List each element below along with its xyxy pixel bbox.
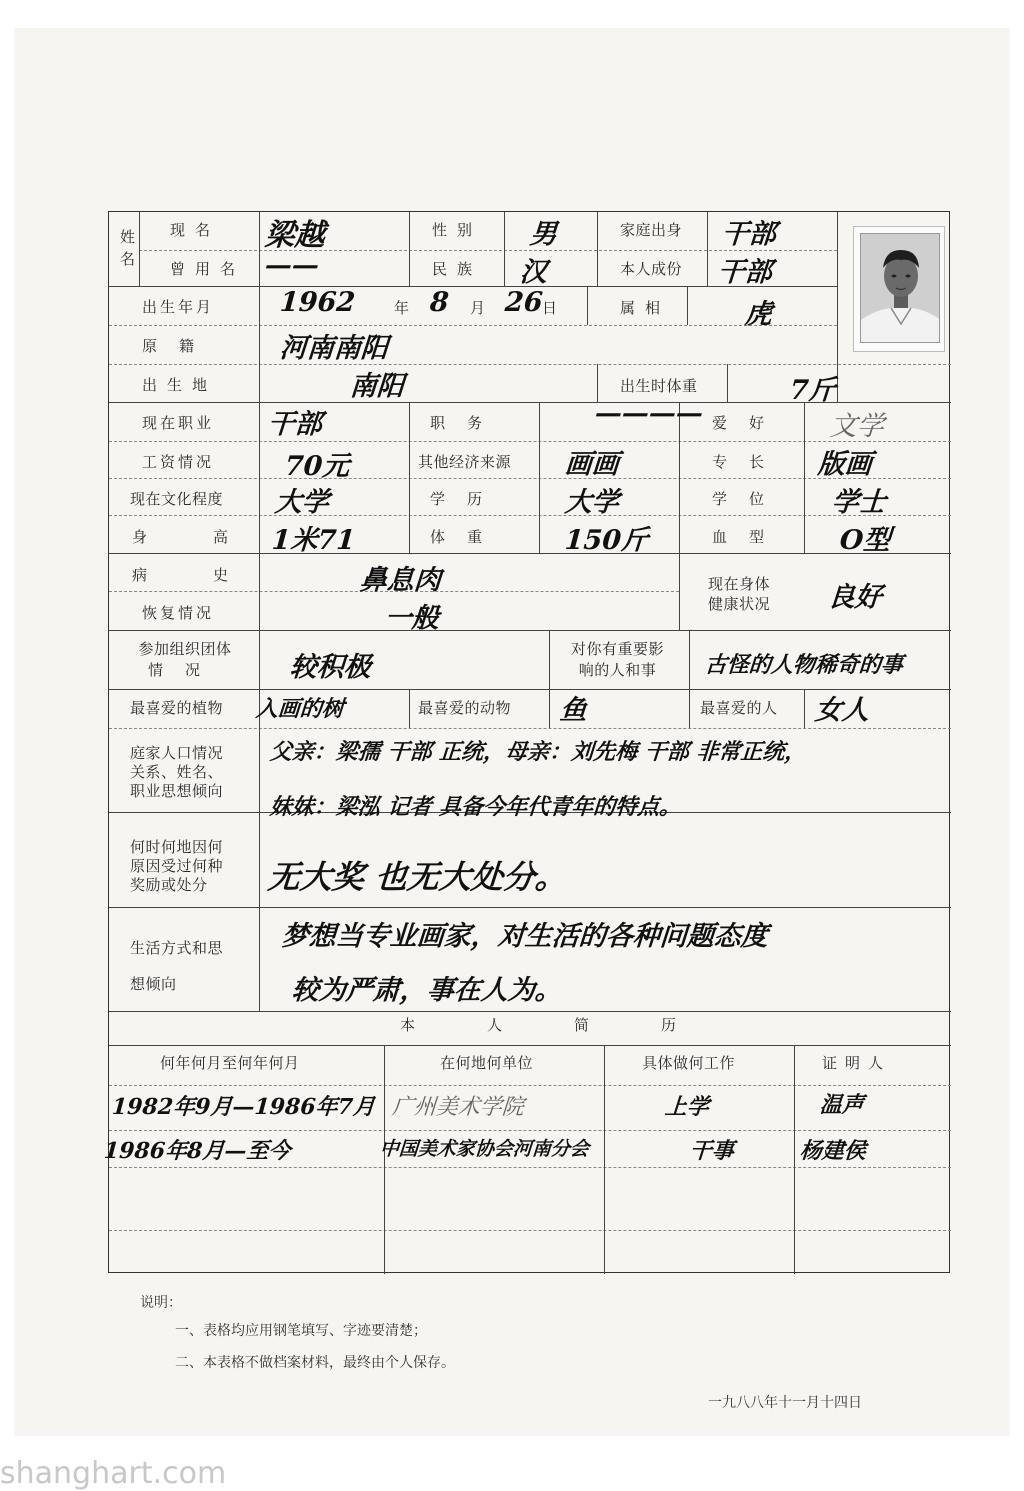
birth-weight-value: 7斤 — [788, 375, 837, 406]
notes-line-2: 二、本表格不做档案材料，最终由个人保存。 — [175, 1355, 455, 1371]
watermark: shanghart.com — [0, 1456, 227, 1491]
resume-row-1-work: 上学 — [663, 1094, 710, 1120]
degree-history-label: 学历 — [430, 490, 505, 508]
blood-type-value: O型 — [838, 525, 892, 556]
resume-row-1-period: 1982年9月—1986年7月 — [110, 1094, 376, 1120]
weight-value: 150斤 — [563, 525, 650, 556]
academic-degree-label: 学位 — [712, 490, 787, 508]
former-name-label: 曾用名 — [170, 260, 246, 278]
family-label-line-2: 关系、姓名、 — [130, 763, 224, 781]
other-income-label: 其他经济来源 — [418, 453, 512, 471]
hobby-value: 文学 — [828, 411, 885, 442]
portrait-image — [861, 234, 940, 343]
occupation-label: 现在职业 — [142, 414, 215, 432]
organization-label-line-1: 参加组织团体 — [138, 640, 232, 658]
specialty-value: 版画 — [816, 449, 873, 480]
health-label-line-1: 现在身体 — [708, 575, 771, 593]
influence-value: 古怪的人物稀奇的事 — [703, 652, 904, 678]
resume-row-2-witness: 杨建侯 — [798, 1138, 867, 1164]
form-date: 一九八八年十一月十四日 — [708, 1395, 862, 1411]
personal-status-label: 本人成份 — [620, 260, 683, 278]
education-level-label: 现在文化程度 — [130, 490, 224, 508]
favorite-animal-value: 鱼 — [558, 695, 588, 726]
organization-label-line-2: 情况 — [147, 661, 222, 679]
favorite-plant-label: 最喜爱的植物 — [130, 699, 224, 717]
zodiac-label: 属相 — [620, 299, 671, 317]
medical-history-value: 鼻息肉 — [358, 565, 442, 596]
rewards-label-line-3: 奖励或处分 — [130, 876, 208, 894]
weight-label: 体重 — [430, 528, 505, 546]
resume-col-work: 具体做何工作 — [642, 1054, 736, 1072]
salary-label: 工资情况 — [142, 453, 215, 471]
favorite-person-value: 女人 — [813, 695, 870, 726]
portrait-photo — [853, 226, 945, 352]
native-place-label: 原籍 — [142, 337, 217, 355]
name-group-label: 姓名 — [120, 228, 136, 268]
salary-value: 70元 — [283, 451, 351, 482]
resume-col-witness: 证明人 — [822, 1054, 892, 1072]
year-label: 年 — [394, 299, 410, 317]
birth-day-value: 26 — [503, 287, 544, 318]
health-value: 良好 — [826, 582, 883, 613]
family-origin-label: 家庭出身 — [620, 221, 683, 239]
notes-title: 说明： — [140, 1295, 182, 1311]
rewards-label-line-2: 原因受过何种 — [130, 857, 224, 875]
influence-label-line-2: 响的人和事 — [578, 661, 657, 679]
organization-value: 较积极 — [288, 652, 372, 683]
notes-line-1: 一、表格均应用钢笔填写、字迹要清楚； — [175, 1323, 427, 1339]
month-label: 月 — [470, 299, 486, 317]
family-label — [130, 744, 223, 801]
favorite-animal-label: 最喜爱的动物 — [418, 699, 512, 717]
education-level-value: 大学 — [273, 487, 330, 518]
blood-type-label: 血型 — [712, 528, 787, 546]
birth-year-value: 1962 — [278, 287, 357, 318]
lifestyle-label-line-2: 想倾向 — [130, 975, 177, 993]
health-label — [708, 574, 770, 614]
birthplace-label: 出生地 — [142, 376, 218, 394]
lifestyle-line-1: 梦想当专业画家，对生活的各种问题态度 — [280, 921, 769, 952]
favorite-person-label: 最喜爱的人 — [700, 699, 778, 717]
zodiac-value: 虎 — [743, 299, 773, 330]
other-income-value: 画画 — [563, 449, 620, 480]
hobby-label: 爱好 — [712, 414, 787, 432]
occupation-value: 干部 — [266, 409, 323, 440]
birth-month-value: 8 — [428, 287, 450, 318]
family-label-line-1: 庭家人口情况 — [130, 744, 224, 762]
family-line-1: 父亲：梁孺 干部 正统，母亲：刘先梅 干部 非常正统， — [268, 739, 808, 765]
resume-col-period: 何年何月至何年何月 — [160, 1054, 300, 1072]
resume-title: 本人简历 — [400, 1016, 749, 1034]
family-label-line-3: 职业思想倾向 — [130, 782, 224, 800]
current-name-label: 现名 — [170, 221, 221, 239]
birthplace-value: 南阳 — [348, 371, 405, 402]
influence-label-line-1: 对你有重要影 — [570, 640, 664, 658]
academic-degree-value: 学士 — [830, 487, 887, 518]
lifestyle-line-2: 较为严肃，事在人为。 — [290, 975, 563, 1006]
resume-row-1-unit: 广州美术学院 — [390, 1095, 525, 1120]
lifestyle-label-line-1: 生活方式和思 — [130, 939, 224, 957]
medical-history-label: 病史 — [132, 566, 295, 584]
degree-history-value: 大学 — [563, 487, 620, 518]
organization-label — [130, 639, 240, 681]
influence-label — [560, 639, 675, 681]
former-name-value: —— — [263, 250, 321, 281]
birth-date-label: 出生年月 — [142, 298, 215, 316]
resume-col-unit: 在何地何单位 — [440, 1054, 534, 1072]
resume-row-2-unit: 中国美术家协会河南分会 — [379, 1138, 590, 1160]
ethnicity-label: 民族 — [432, 260, 483, 278]
resume-row-2-period: 1986年8月—至今 — [102, 1138, 292, 1164]
personal-status-value: 干部 — [716, 257, 773, 288]
height-value: 1米71 — [270, 525, 357, 556]
recovery-label: 恢复情况 — [142, 604, 215, 622]
favorite-plant-value: 入画的树 — [254, 696, 345, 722]
gender-label: 性别 — [432, 221, 483, 239]
lifestyle-label — [130, 930, 223, 1002]
family-line-2: 妹妹：梁泓 记者 具备今年代青年的特点。 — [268, 794, 683, 820]
birth-weight-label: 出生时体重 — [620, 377, 698, 395]
specialty-label: 专长 — [712, 453, 787, 471]
gender-value: 男 — [528, 219, 558, 250]
height-label: 身高 — [132, 528, 295, 546]
position-value: ———— — [593, 398, 705, 429]
family-origin-value: 干部 — [720, 219, 777, 250]
resume-row-2-work: 干事 — [688, 1138, 735, 1164]
position-label: 职务 — [430, 414, 505, 432]
current-name-value: 梁越 — [263, 218, 326, 253]
health-label-line-2: 健康状况 — [708, 595, 771, 613]
rewards-label — [130, 838, 223, 895]
resume-row-1-witness: 温声 — [818, 1092, 865, 1118]
rewards-label-line-1: 何时何地因何 — [130, 838, 224, 856]
recovery-value: 一般 — [383, 603, 440, 634]
native-place-value: 河南南阳 — [278, 333, 389, 364]
rewards-value: 无大奖 也无大处分。 — [266, 858, 569, 896]
ethnicity-value: 汉 — [518, 257, 548, 288]
day-label: 日 — [542, 299, 558, 317]
